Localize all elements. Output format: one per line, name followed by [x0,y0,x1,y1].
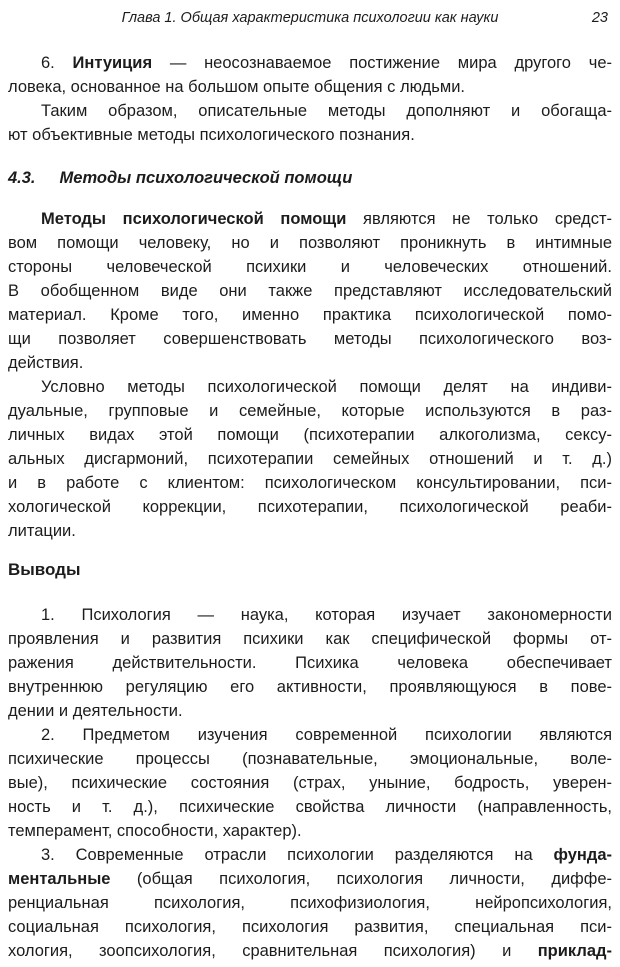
bold-text: ментальные [8,870,111,888]
text: альных дисгармоний, психотерапии семейных отношений и т. д.) [8,450,612,468]
text: ют объективные методы психологического познания. [8,126,415,144]
text: 6. [41,54,73,72]
text-line [8,255,612,279]
text: хологической коррекции, психотерапии, психологической реаби- [8,498,612,516]
text-line [8,747,612,771]
text-line [8,123,612,147]
text: проявления и развития психики как специфической формы от- [8,630,612,648]
section-title: Методы психологической помощи [59,169,353,187]
paragraph [8,723,612,843]
text-line [8,939,612,963]
text: ренциальная психология, психофизиология, нейропсихология, [8,894,612,912]
text: темперамент, способности, характер). [8,822,302,840]
text-line [8,75,612,99]
text-line [8,519,612,543]
text: ловека, основанное на большом опыте общения с людьми. [8,78,465,96]
text: хология, зоопсихология, сравнительная психология) и [8,942,538,960]
text: — неосознаваемое постижение мира другого че- [152,54,612,72]
text: 3. Современные отрасли психологии разделяются на [41,846,554,864]
text-line [8,867,612,891]
text-line [8,627,612,651]
bold-text: фунда- [553,846,612,864]
text: стороны человеческой психики и человеческих отношений. [8,258,612,276]
text-line [8,723,612,747]
text-line [8,327,612,351]
text: Таким образом, описательные методы дополняют и обогаща- [41,102,612,120]
page-number: 23 [591,10,608,26]
text: дуальные, групповые и семейные, которые используются в раз- [8,402,612,420]
text-line [8,303,612,327]
text: В обобщенном виде они также представляют исследовательский [8,282,612,300]
text: и в работе с клиентом: психологическом консультировании, пси- [8,474,612,492]
text-line [8,675,612,699]
paragraph [8,99,612,147]
text-line [8,651,612,675]
text-line [8,795,612,819]
page-content [8,51,612,963]
page-header [8,9,612,27]
text-line [8,279,612,303]
section-heading [8,166,612,190]
section-number: 4.3. [8,169,36,187]
text-line [8,99,612,123]
text-line [8,495,612,519]
text-line [8,819,612,843]
text: личных видах этой помощи (психотерапии алкоголизма, сексу- [8,426,612,444]
text: Условно методы психологической помощи делят на индиви- [41,378,612,396]
bold-text: приклад- [537,942,612,960]
text: литации. [8,522,76,540]
text: социальная психология, психология развития, специальная пси- [8,918,612,936]
chapter-title: Глава 1. Общая характеристика психологии как науки [121,10,499,26]
text-line [8,51,612,75]
text: ражения действительности. Психика человека обеспечивает [8,654,612,672]
text-line [8,915,612,939]
text: 2. Предметом изучения современной психологии являются [41,726,612,744]
text-line [8,891,612,915]
text-line [8,471,612,495]
text-line [8,603,612,627]
text: внутреннюю регуляцию его активности, проявляющуюся в пове- [8,678,612,696]
paragraph [8,207,612,375]
text: (общая психология, психология личности, диффе- [110,870,612,888]
text: материал. Кроме того, именно практика психологической помо- [8,306,612,324]
paragraph [8,51,612,99]
paragraph [8,843,612,963]
text-line [8,231,612,255]
text: вые), психические состояния (страх, уныние, бодрость, уверен- [8,774,612,792]
text-line [8,447,612,471]
text-line [8,399,612,423]
text: дении и деятельности. [8,702,183,720]
paragraph [8,375,612,543]
bold-text: Интуиция [72,54,153,72]
text-line [8,843,612,867]
text: вом помощи человеку, но и позволяют проникнуть в интимные [8,234,612,252]
conclusions-heading: Выводы [8,560,81,579]
text-line [8,699,612,723]
text: психические процессы (познавательные, эмоциональные, воле- [8,750,612,768]
paragraph [8,603,612,723]
text: 1. Психология — наука, которая изучает закономерности [41,606,612,624]
text-line [8,423,612,447]
text: ность и т. д.), психические свойства личности (направленность, [8,798,612,816]
text: щи позволяет совершенствовать методы психологического воз- [8,330,612,348]
text: являются не только средст- [346,210,612,228]
text-line [8,375,612,399]
text-line [8,351,612,375]
text-line [8,771,612,795]
text: действия. [8,354,84,372]
bold-text: Методы психологической помощи [41,210,347,228]
text-line [8,207,612,231]
